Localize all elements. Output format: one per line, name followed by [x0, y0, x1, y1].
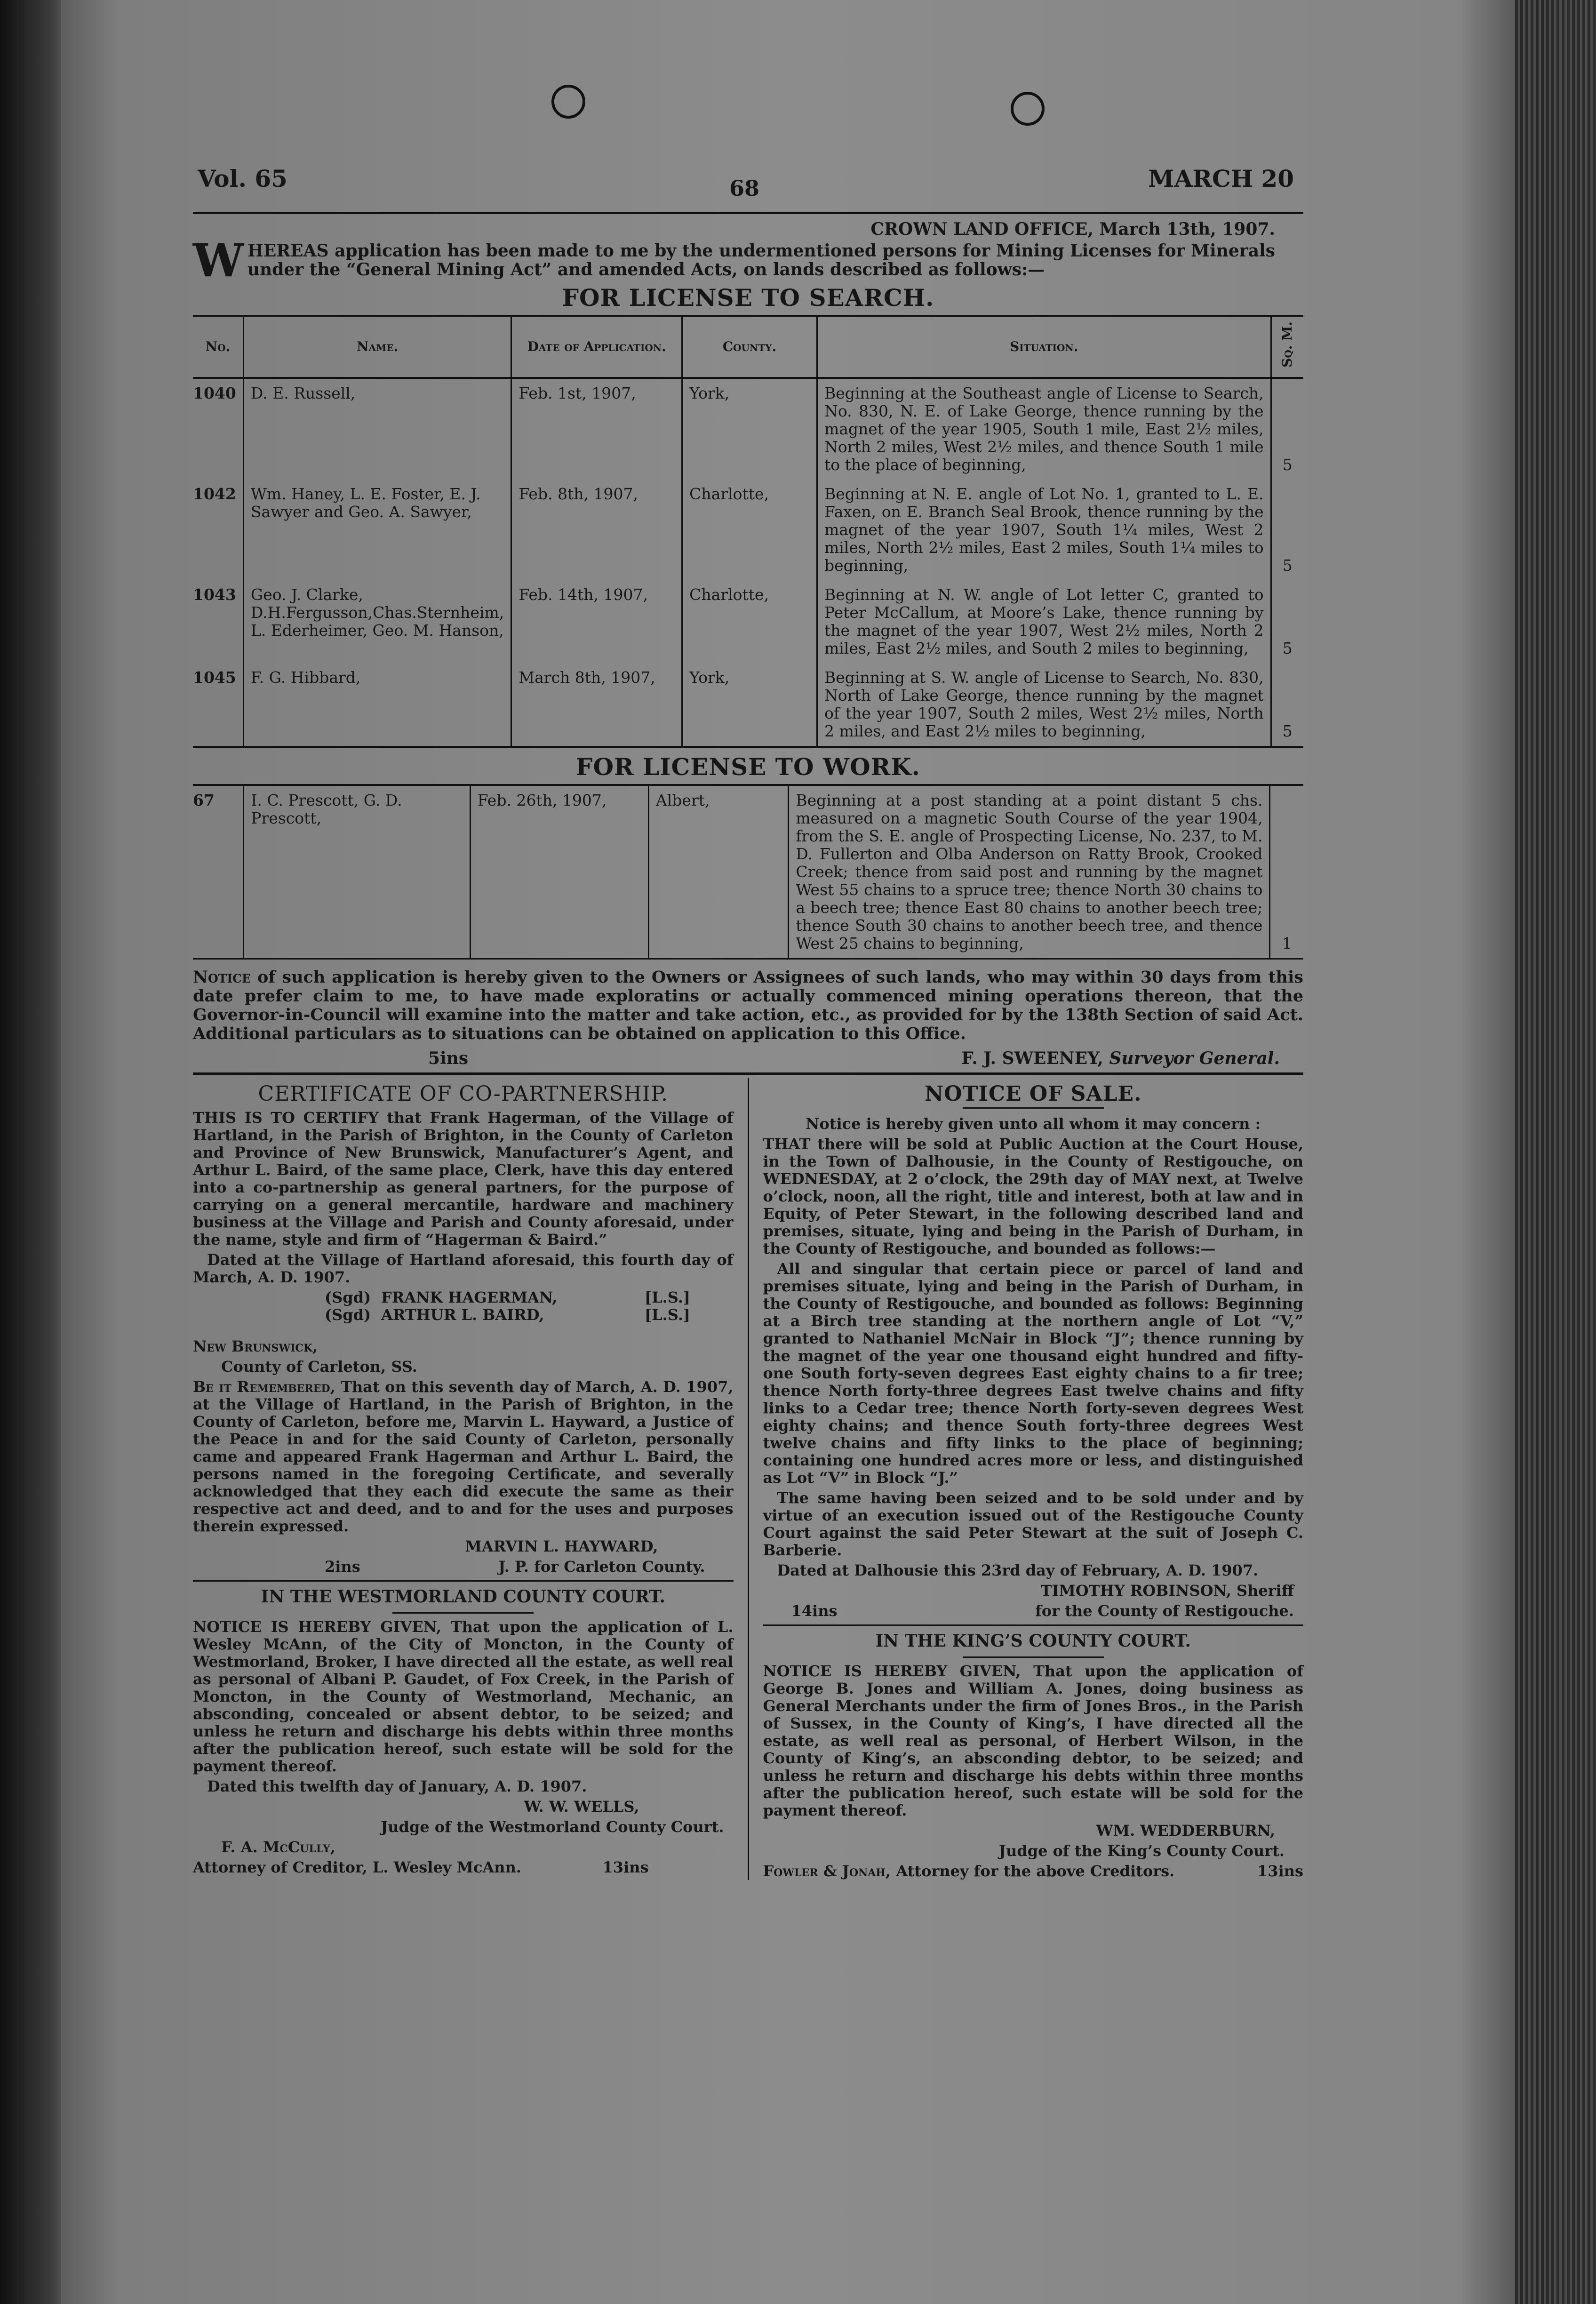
justice-name: MARVIN L. HAYWARD,	[465, 1537, 658, 1555]
row-situation: Beginning at a post standing at a point distant 5 chs. measured on a magnetic South Course of the year 1904, from the S. E. angle of Prospecting License, No. 237, to M. D. Fullerton and Olba Anderson on Ratty Brook, Crooked Creek; thence from said post and running by the magnet West 55 chains to a spruce tree; thence North 30 chains to a beech tree; thence East 80 chains to another beech tree; thence South 30 chains to another beech tree, and thence West 25 chains to beginning,	[789, 785, 1270, 958]
westmorland-dated: Dated this twelfth day of January, A. D. 1907.	[207, 1777, 587, 1795]
office-line: CROWN LAND OFFICE, March 13th, 1907.	[870, 219, 1275, 239]
col-date-header: Date of Application.	[511, 316, 682, 378]
title-rule	[963, 1656, 1104, 1658]
remembered-text: That on this seventh day of March, A. D. 1907, at the Village of Hartland, in the Parish of Brighton, in the County of Carleton, before me, Marvin L. Hayward, a Justice of the Peace in and for the said County of Carleton, personally came and appeared Frank Hagerman and Arthur L. Baird, the persons named in the foregoing Certificate, and severally acknowledged that they each did execute the same as their respective act and deed, and to and for the uses and purposes therein expressed.	[193, 1377, 734, 1535]
table-row	[193, 785, 1303, 958]
row-situation: Beginning at N. W. angle of Lot letter C, granted to Peter McCallum, at Moore’s Lake, thence running by the magnet of the year 1907, West 2½ miles, North 2 miles, East 2½ miles, and South 2 miles to beginning,	[817, 580, 1271, 663]
kings-title: IN THE KING’S COUNTY COURT.	[875, 1631, 1191, 1651]
surveyor-name: F. J. SWEENEY,	[961, 1048, 1103, 1068]
kings-body: NOTICE IS HEREBY GIVEN, That upon the application of George B. Jones and William A. Jones, doing business as General Merchants under the firm of Jones Bros., in the Parish of Sussex, in the County of King’s, I have directed all the estate, as well real as personal, of Herbert Wilson, in the County of King’s, an absconding debtor, to be seized; and unless he return and discharge his debts within three months after the publication hereof, such estate will be sold for the payment thereof.	[763, 1662, 1303, 1819]
westmorland-insertions: 13ins	[602, 1858, 649, 1876]
right-column	[749, 1078, 1304, 1880]
sale-title: NOTICE OF SALE.	[925, 1081, 1142, 1106]
kings-insertions: 13ins	[1257, 1862, 1303, 1880]
westmorland-attorney-name: F. A. McCully,	[221, 1838, 335, 1856]
notice-paragraph	[193, 968, 1303, 1043]
justice-line	[193, 1558, 734, 1576]
signer-name: FRANK HAGERMAN,	[381, 1288, 558, 1306]
row-county: Charlotte,	[682, 480, 817, 580]
row-sqm: 1	[1270, 785, 1303, 958]
sale-body-2: All and singular that certain piece or parcel of land and premises situate, lying and being in the Parish of Durham, in the County of Restigouche, and bounded as follows: Beginning at a Birch tree standing at the northern angle of Lot “V,” granted to Nathaniel McNair in Block “J”; thence running by the magnet of the year one thousand eight hundred and fifty-one South forty-seven degrees East eighty chains to a fir tree; thence North forty-three degrees East twelve chains and fifty links to a Cedar tree; thence North forty-seven degrees West eighty chains; and thence South forty-three degrees West twelve chains and fifty links to the place of beginning; containing one hundred acres more or less, and distinguished as Lot “V” in Block “J.”	[763, 1259, 1303, 1487]
row-name: D. E. Russell,	[243, 378, 511, 480]
page-content	[193, 160, 1303, 1880]
kings-attorney: Attorney for the above Creditors.	[896, 1862, 1175, 1880]
row-name: F. G. Hibbard,	[243, 663, 511, 746]
table-rule	[193, 958, 1303, 960]
row-no: 1045	[193, 668, 236, 687]
surveyor-title: Surveyor General.	[1109, 1048, 1280, 1068]
row-date: Feb. 26th, 1907,	[470, 785, 648, 958]
copartnership-signers	[193, 1289, 734, 1324]
signer-line: (Sgd) ARTHUR L. BAIRD, [L.S.]	[325, 1305, 691, 1324]
table-row	[193, 378, 1303, 480]
notice-text: of such application is hereby given to the Owners or Assignees of such lands, who may within 30 days from this date prefer claim to me, to have made exploratins or actually commenced mining operations thereon, that the Governor-in-Council will examine into the matter and take action, etc., as provided for by the 138th Section of said Act. Additional particulars as to situations can be obtained on application to this Office.	[193, 967, 1303, 1043]
justice-title: J. P. for Carleton County.	[498, 1557, 705, 1576]
left-column	[193, 1078, 749, 1880]
row-county: York,	[682, 663, 817, 746]
row-sqm: 5	[1271, 378, 1303, 480]
venue-county: County of Carleton, SS.	[221, 1357, 417, 1376]
sale-opening: Notice is hereby given unto all whom it may concern :	[806, 1114, 1261, 1133]
row-situation: Beginning at N. E. angle of Lot No. 1, granted to L. E. Faxen, on E. Branch Seal Brook, thence running by the magnet of the year 1907, South 1¼ miles, West 2 miles, North 2½ miles, East 2 miles, South 1¼ miles to beginning,	[817, 480, 1271, 580]
columns-rule	[193, 1072, 1303, 1075]
kings-judge-name: WM. WEDDERBURN,	[1096, 1821, 1275, 1840]
venue-province: New Brunswick,	[193, 1337, 318, 1355]
signer-name: ARTHUR L. BAIRD,	[381, 1305, 544, 1324]
row-date: Feb. 8th, 1907,	[511, 480, 682, 580]
running-head	[193, 160, 1303, 212]
intro-paragraph	[193, 234, 1303, 287]
volume-label: Vol. 65	[198, 165, 287, 192]
kings-attorney-line	[763, 1863, 1304, 1880]
row-county: York,	[682, 378, 817, 480]
westmorland-attorney-line	[193, 1859, 734, 1876]
work-license-table	[193, 784, 1303, 958]
seal: [L.S.]	[645, 1288, 691, 1306]
table-row	[193, 663, 1303, 746]
intro-text: HEREAS application has been made to me by the undermentioned persons for Mining Licenses for Minerals under the “General Mining Act” and amended Acts, on lands described as follows:—	[247, 241, 1275, 280]
notice-divider	[193, 1580, 734, 1582]
issue-date: MARCH 20	[1148, 165, 1294, 192]
punch-hole	[1011, 92, 1045, 126]
row-name: Wm. Haney, L. E. Foster, E. J. Sawyer and Geo. A. Sawyer,	[243, 480, 511, 580]
table-header-row	[193, 316, 1303, 378]
row-date: March 8th, 1907,	[511, 663, 682, 746]
sheriff-line	[763, 1602, 1304, 1620]
sheriff-title: for the County of Restigouche.	[1035, 1601, 1294, 1620]
sale-dated: Dated at Dalhousie this 23rd day of February, A. D. 1907.	[777, 1561, 1259, 1579]
two-column-notices	[193, 1078, 1303, 1880]
row-sqm: 5	[1271, 480, 1303, 580]
sheriff-name: TIMOTHY ROBINSON, Sheriff	[1040, 1581, 1294, 1600]
sale-insertions: 14ins	[791, 1601, 838, 1620]
row-date: Feb. 1st, 1907,	[511, 378, 682, 480]
row-sqm: 5	[1271, 663, 1303, 746]
signer-line: (Sgd) FRANK HAGERMAN, [L.S.]	[325, 1288, 691, 1306]
row-date: Feb. 14th, 1907,	[511, 580, 682, 663]
page-number: 68	[729, 176, 760, 201]
westmorland-body: NOTICE IS HEREBY GIVEN, That upon the application of L. Wesley McAnn, of the City of Moncton, in the County of Westmorland, Broker, I have directed all the estate, as well real as personal of Albani P. Gaudet, of Fox Creek, in the Parish of Moncton, in the County of Westmorland, Mechanic, an absconding, concealed or absent debtor, to be seized; and unless he return and discharge his debts within three months after the publication hereof, such estate will be sold for the payment thereof.	[193, 1617, 734, 1775]
book-binding-shadow	[0, 0, 71, 2304]
row-sqm: 5	[1271, 580, 1303, 663]
copartnership-dated: Dated at the Village of Hartland aforesaid, this fourth day of March, A. D. 1907.	[193, 1250, 734, 1286]
row-county: Charlotte,	[682, 580, 817, 663]
copartnership-insertions: 2ins	[325, 1557, 360, 1576]
col-no-header: No.	[193, 316, 243, 378]
table-row	[193, 580, 1303, 663]
dropcap: W	[193, 234, 244, 287]
title-rule	[963, 1107, 1104, 1109]
section-rule	[193, 746, 1303, 748]
notice-insertions: 5ins	[428, 1048, 469, 1068]
sale-body-1: THAT there will be sold at Public Auction at the Court House, in the Town of Dalhousie, in the County of Restigouche, on WEDNESDAY, at 2 o’clock, the 29th day of MAY next, at Twelve o’clock, noon, all the right, title and interest, both at law and in Equity, of Peter Stewart, in the following described land and premises, situate, lying and being in the Parish of Durham, in the County of Restigouche, and bounded as follows:—	[763, 1135, 1303, 1257]
remembered-paragraph	[193, 1378, 734, 1535]
header-rule	[193, 212, 1303, 214]
notice-divider	[763, 1624, 1304, 1626]
row-name: I. C. Prescott, G. D. Prescott,	[244, 785, 470, 958]
col-county-header: County.	[682, 316, 817, 378]
row-no: 67	[193, 791, 215, 809]
kings-judge-title: Judge of the King’s County Court.	[998, 1841, 1285, 1860]
title-rule	[392, 1612, 534, 1614]
notice-lead: Notice	[193, 967, 251, 987]
row-situation: Beginning at the Southeast angle of License to Search, No. 830, N. E. of Lake George, thence running by the magnet of the year 1905, South 1 mile, East 2½ miles, North 2 miles, West 2½ miles, and thence South 1 mile to the place of beginning,	[817, 378, 1271, 480]
sale-body-3: The same having been seized and to be sold under and by virtue of an execution issued out of the Restigouche County Court against the said Peter Stewart at the suit of Joseph C. Barberie.	[763, 1488, 1303, 1559]
row-no: 1042	[193, 484, 236, 503]
row-name: Geo. J. Clarke, D.H.Fergusson,Chas.Sternheim, L. Ederheimer, Geo. M. Hanson,	[243, 580, 511, 663]
westmorland-title: IN THE WESTMORLAND COUNTY COURT.	[261, 1586, 665, 1607]
col-sqm-header: Sq. M.	[1271, 316, 1303, 378]
westmorland-judge-name: W. W. WELLS,	[524, 1797, 639, 1816]
copartnership-body: THIS IS TO CERTIFY that Frank Hagerman, of the Village of Hartland, in the Parish of Brighton, in the County of Carleton and Province of New Brunswick, Manufacturer’s Agent, and Arthur L. Baird, of the same place, Clerk, have this day entered into a co-partnership as general partners, for the purpose of carrying on a general mercantile, hardware and machinery business at the Village and Parish and County aforesaid, under the name, style and firm of “Hagerman & Baird.”	[193, 1108, 734, 1248]
seal: [L.S.]	[645, 1305, 691, 1324]
remembered-lead: Be it Remembered,	[193, 1377, 335, 1396]
col-situation-header: Situation.	[817, 316, 1271, 378]
col-name-header: Name.	[243, 316, 511, 378]
copartnership-title: CERTIFICATE OF CO-PARTNERSHIP.	[258, 1081, 668, 1106]
kings-attorney-name: Fowler & Jonah,	[763, 1862, 891, 1880]
table-row	[193, 480, 1303, 580]
notice-signature	[193, 1049, 1303, 1068]
row-situation: Beginning at S. W. angle of License to Search, No. 830, North of Lake George, thence running by the magnet of the year 1907, South 2 miles, West 2½ miles, North 2 miles, and East 2½ miles to beginning,	[817, 663, 1271, 746]
page-edges	[1515, 0, 1596, 2304]
work-section-title: FOR LICENSE TO WORK.	[575, 752, 921, 781]
search-license-table	[193, 315, 1303, 746]
row-no: 1040	[193, 384, 236, 402]
row-county: Albert,	[648, 785, 788, 958]
search-section-title: FOR LICENSE TO SEARCH.	[562, 284, 934, 312]
westmorland-attorney: Attorney of Creditor, L. Wesley McAnn.	[193, 1858, 521, 1876]
row-no: 1043	[193, 585, 236, 604]
punch-hole	[551, 85, 585, 119]
westmorland-judge-title: Judge of the Westmorland County Court.	[381, 1817, 724, 1836]
